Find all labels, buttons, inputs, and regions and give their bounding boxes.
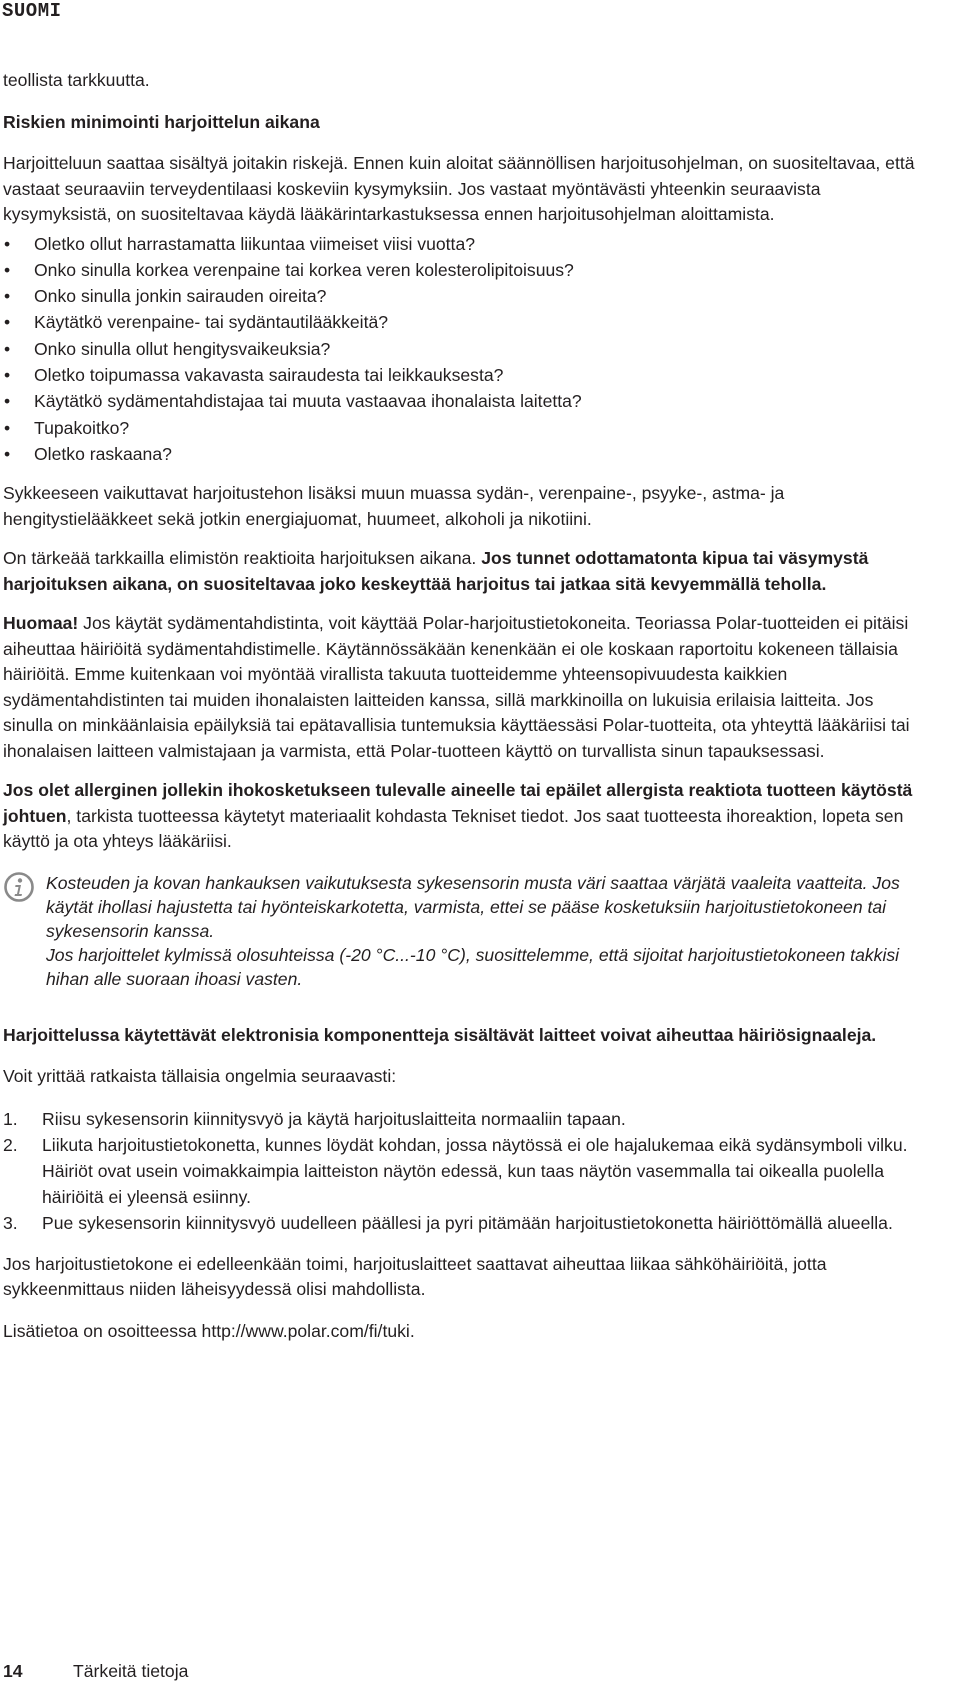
page-footer — [3, 1661, 188, 1682]
health-questions-list — [3, 231, 923, 468]
list-item: 1. Riisu sykesensorin kiinnitysvyö ja käytä harjoituslaitteita normaaliin tapaan. — [3, 1108, 626, 1129]
page-number: 14 — [3, 1661, 23, 1681]
page-content — [3, 68, 923, 1344]
info-note — [3, 871, 923, 991]
note-text-1: Kosteuden ja kovan hankauksen vaikutuksesta sykesensorin musta väri saattaa värjätä vaaleita vaatteita. Jos käytät ihollasi hajustetta tai hyönteiskarkotetta, varmista, ettei se pääse kosketuksiin harjoitustietokoneen tai sykesensorin kanssa. — [46, 872, 900, 941]
more-info-paragraph: Lisätietoa on osoitteessa http://www.polar.com/fi/tuki. — [3, 1320, 415, 1341]
bullet-icon: • — [4, 233, 11, 254]
bullet-icon: • — [4, 312, 11, 333]
bullet-icon: • — [4, 417, 11, 438]
language-header: SUOMI — [2, 0, 62, 22]
reactions-paragraph: On tärkeää tarkkailla elimistön reaktioita harjoituksen aikana. Jos tunnet odottamatonta kipua tai väsymystä harjoituksen aikana, on suositeltavaa joko keskeyttää harjoitus tai jatkaa sitä kevyemmällä teholla. — [3, 548, 869, 594]
interference-intro: Voit yrittää ratkaista tällaisia ongelmia seuraavasti: — [3, 1066, 397, 1087]
bullet-icon: • — [4, 338, 11, 359]
note-text-2: Jos harjoittelet kylmissä olosuhteissa (-20 °C...-10 °C), suosittelemme, että sijoitat harjoitustietokoneen takkisi hihan alle suoraan ihoasi vasten. — [46, 944, 900, 989]
list-item: • Oletko raskaana? — [3, 441, 923, 467]
section-heading-risks: Riskien minimointi harjoittelun aikana — [3, 111, 320, 132]
risk-paragraph: Harjoitteluun saattaa sisältyä joitakin riskejä. Ennen kuin aloitat säännöllisen harjoitusohjelman, on suositeltavaa, että vastaat seuraaviin terveydentilaasi koskeviin kysymyksiin. Jos vastaat myöntävästi yhteenkin seuraavista kysymyksistä, on suositeltavaa käydä lääkärintarkastuksessa ennen harjoitusohjelman aloittamista. — [3, 153, 915, 224]
section-heading-interference: Harjoittelussa käytettävät elektronisia komponentteja sisältävät laitteet voivat aiheuttaa häiriösignaaleja. — [3, 1024, 877, 1045]
intro-fragment: teollista tarkkuutta. — [3, 70, 150, 90]
bullet-icon: • — [4, 259, 11, 280]
pacemaker-paragraph: Huomaa! Jos käytät sydämentahdistinta, voit käyttää Polar-harjoitustietokoneita. Teoriassa Polar-tuotteiden ei pitäisi aiheuttaa häiriöitä sydämentahdistimelle. Käytännössäkään kenenkään ei ole koskaan raportoitu kokeneen tällaisia häiriöitä. Emme kuitenkaan voi myöntää virallista takuuta tuotteidemme yhteensopivuudesta kaikkien sydämentahdistinten tai muiden ihonalaisten laitteiden kanssa, sillä markkinoilla on lukuisia erilaisia laitteita. Jos sinulla on minkäänlaisia epäilyksiä tai epätavallisia tuntemuksia käyttäessäsi Polar-tuotteita, ota yhteyttä lääkäriisi tai ihonalaisen laitteen valmistajaan ja varmista, että Polar-tuotteen käyttö on turvallista sinun tapauksessasi. — [3, 613, 910, 761]
allergy-paragraph: Jos olet allerginen jollekin ihokosketukseen tulevalle aineelle tai epäilet allergista reaktiota tuotteen käytöstä johtuen, tarkista tuotteessa käytetyt materiaalit kohdasta Tekniset tiedot. Jos saat tuotteesta ihoreaktion, lopeta sen käyttö ja ota yhteys lääkäriisi. — [3, 780, 913, 852]
list-item: • Onko sinulla korkea verenpaine tai korkea veren kolesterolipitoisuus? — [3, 257, 923, 283]
footer-section-title: Tärkeitä tietoja — [73, 1661, 189, 1681]
steps-list — [3, 1106, 923, 1236]
list-item: 2. Liikuta harjoitustietokonetta, kunnes löydät kohdan, jossa näytössä ei ole hajalukemaa eikä sydänsymboli vilku. Häiriöt ovat usein voimakkaimpia laitteiston näytön edessä, kun taas näytön vasemmalla tai oikealla puolella häiriöitä ei yleensä esiinny. — [3, 1134, 908, 1207]
list-item: • Oletko toipumassa vakavasta sairaudesta tai leikkauksesta? — [3, 362, 923, 388]
bullet-icon: • — [4, 364, 11, 385]
medicines-paragraph: Sykkeeseen vaikuttavat harjoitustehon lisäksi muun muassa sydän-, verenpaine-, psyyke-, astma- ja hengitystielääkkeet sekä jotkin energiajuomat, huumeet, alkoholi ja nikotiini. — [3, 483, 785, 529]
info-icon — [3, 871, 35, 903]
list-item: • Käytätkö sydämentahdistajaa tai muuta vastaavaa ihonalaista laitetta? — [3, 388, 923, 414]
bullet-icon: • — [4, 391, 11, 412]
list-item: • Onko sinulla ollut hengitysvaikeuksia? — [3, 336, 923, 362]
bullet-icon: • — [4, 286, 11, 307]
bullet-icon: • — [4, 443, 11, 464]
closing-paragraph: Jos harjoitustietokone ei edelleenkään toimi, harjoituslaitteet saattavat aiheuttaa liikaa sähköhäiriöitä, jotta sykkeenmittaus niiden läheisyydessä olisi mahdollista. — [3, 1253, 827, 1300]
list-item: 3. Pue sykesensorin kiinnitysvyö uudelleen päällesi ja pyri pitämään harjoitustietokonetta häiriöttömällä alueella. — [3, 1212, 893, 1233]
list-item: • Oletko ollut harrastamatta liikuntaa viimeiset viisi vuotta? — [3, 231, 923, 257]
list-item: • Tupakoitko? — [3, 415, 923, 441]
list-item: • Onko sinulla jonkin sairauden oireita? — [3, 283, 923, 309]
list-item: • Käytätkö verenpaine- tai sydäntautilääkkeitä? — [3, 309, 923, 335]
